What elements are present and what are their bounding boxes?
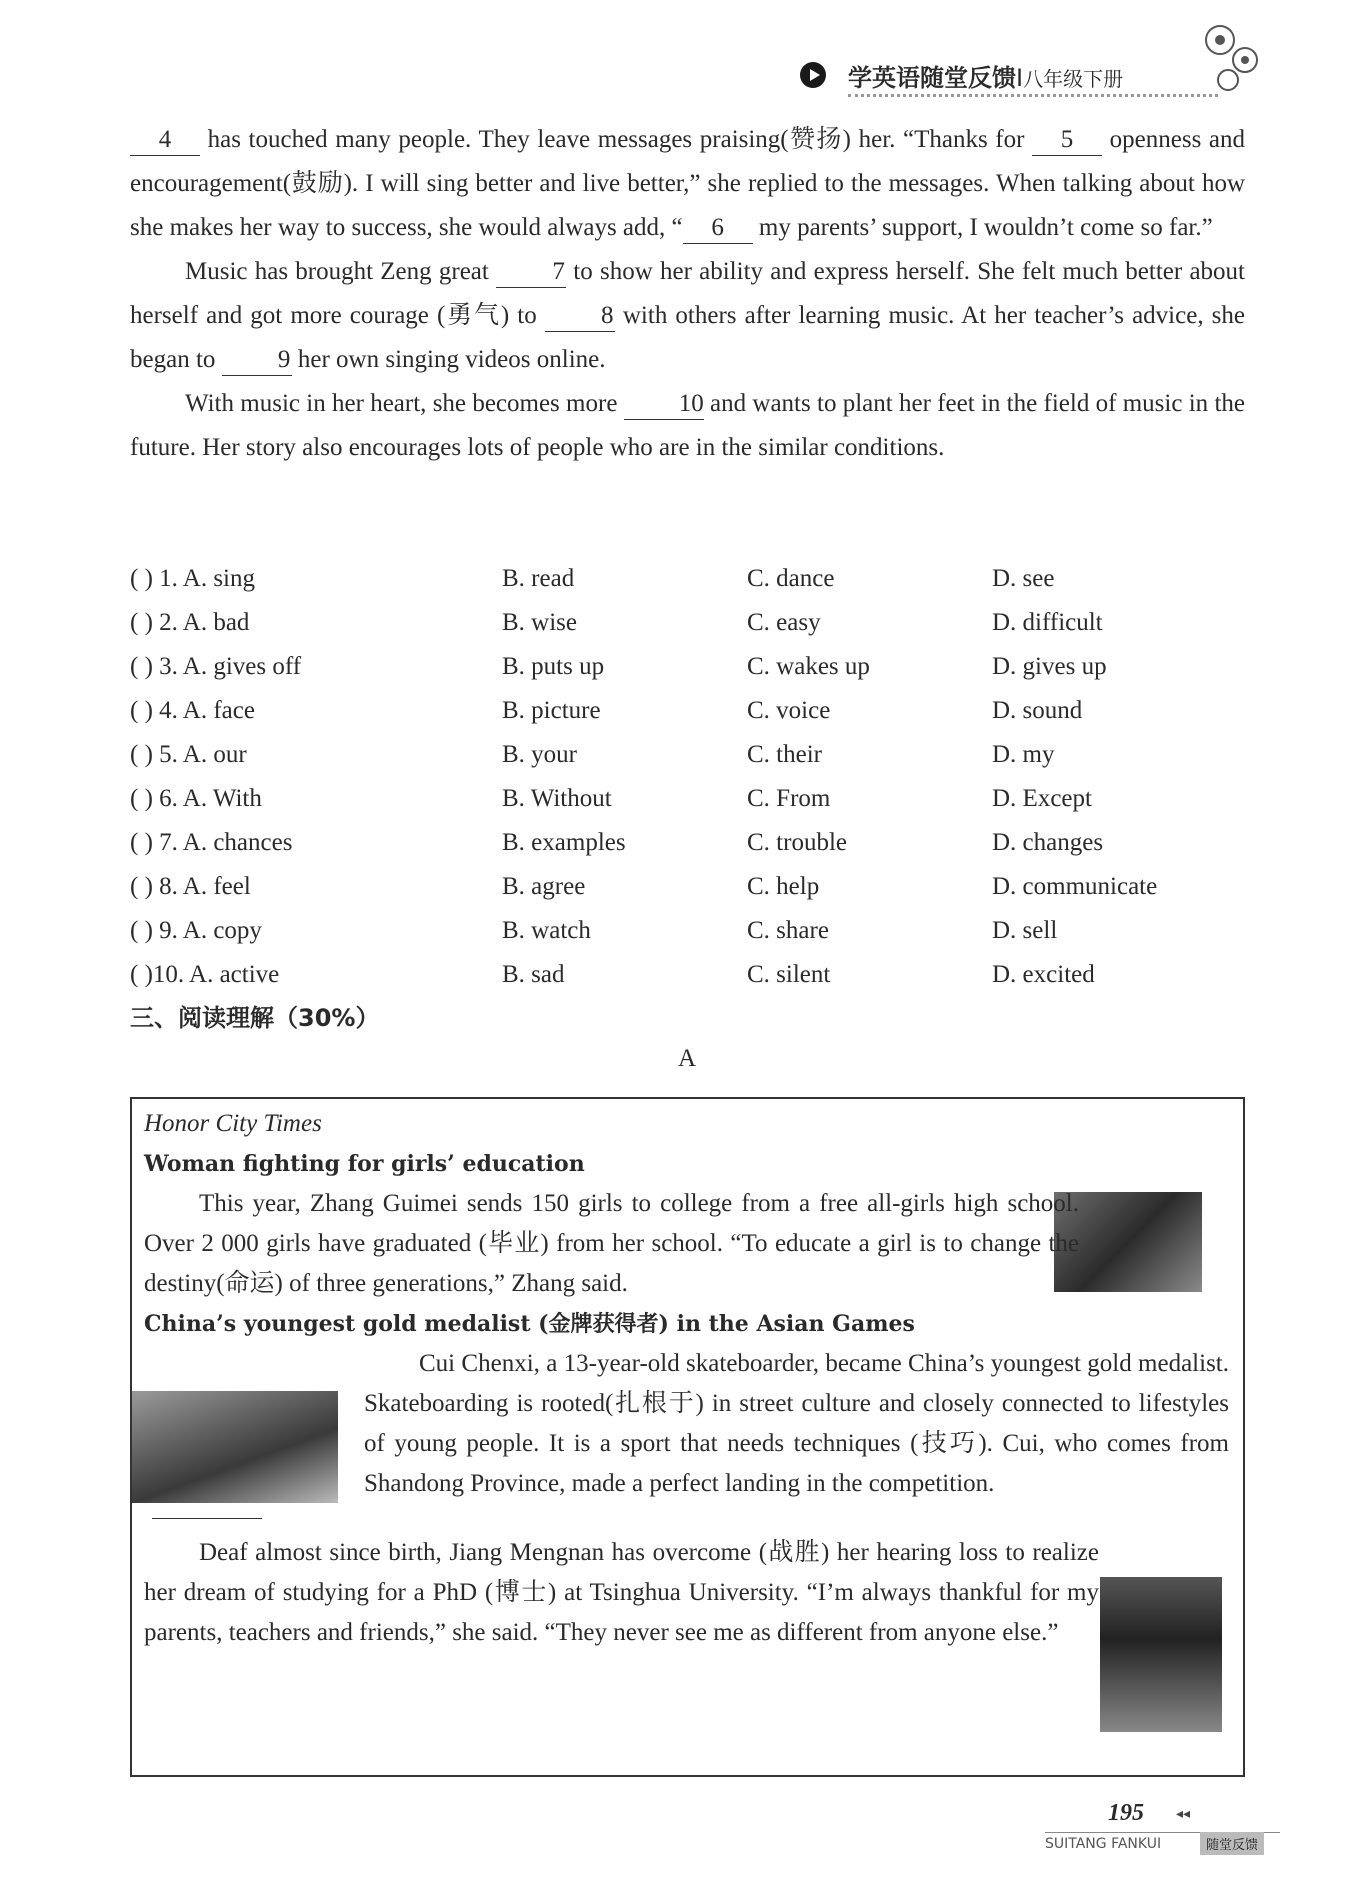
option-num: ( ) 6. A. With bbox=[130, 785, 262, 812]
option-row bbox=[130, 777, 1245, 821]
option-d: D. changes bbox=[992, 829, 1104, 856]
footer-badge: 随堂反馈 bbox=[1200, 1832, 1264, 1855]
flower-decoration-icon bbox=[1190, 15, 1270, 105]
option-num: ( ) 5. A. our bbox=[130, 741, 247, 768]
option-b: B. picture bbox=[502, 697, 601, 724]
option-row bbox=[130, 689, 1245, 733]
option-c: C. share bbox=[747, 917, 829, 944]
option-d: D. difficult bbox=[992, 609, 1103, 636]
section-title: 三、阅读理解（30%） bbox=[130, 1004, 380, 1032]
page-number: 195 bbox=[1108, 1800, 1144, 1826]
blank-5: 5 bbox=[1032, 125, 1102, 156]
story-2: Cui Chenxi, a 13-year-old skateboarder, became China’s youngest gold medalist. Skateboarding is rooted(扎根于) in street culture and closely connected to lifestyles of young people. It is a sport that needs techniques (技巧). Cui, who comes from Shandong Province, made a perfect landing in the competition. bbox=[364, 1350, 1229, 1497]
blank-4: 4 bbox=[130, 125, 200, 156]
option-c: C. silent bbox=[747, 961, 831, 988]
option-num: ( ) 8. A. feel bbox=[130, 873, 251, 900]
option-b: B. Without bbox=[502, 785, 612, 812]
option-row bbox=[130, 557, 1245, 601]
news-box bbox=[130, 1097, 1245, 1777]
passage bbox=[130, 118, 1245, 470]
footer-text: SUITANG FANKUI bbox=[1045, 1836, 1162, 1852]
header-title: 学英语随堂反馈Ⅰ八年级下册 bbox=[848, 64, 1124, 92]
header-divider bbox=[848, 94, 1218, 97]
options-list bbox=[130, 557, 1245, 997]
passage-paragraph-2: Music has brought Zeng great 7 to show her ability and express herself. She felt much better about herself and got more courage (勇气) to 8 with others after learning music. At her teacher’s advice, she began to 9 her own singing videos online. bbox=[130, 250, 1245, 382]
headline-2: China’s youngest gold medalist (金牌获得者) in the Asian Games bbox=[144, 1311, 915, 1337]
option-c: C. trouble bbox=[747, 829, 847, 856]
headline-1: Woman fighting for girls’ education bbox=[144, 1151, 585, 1177]
passage-paragraph-1: 4 has touched many people. They leave messages praising(赞扬) her. “Thanks for 5 openness and encouragement(鼓励). I will sing better and live better,” she replied to the messages. When talking about how she makes her way to success, she would always add, “ 6 my parents’ support, I wouldn’t come so far.” bbox=[130, 118, 1245, 250]
option-num: ( ) 7. A. chances bbox=[130, 829, 293, 856]
option-d: D. communicate bbox=[992, 873, 1158, 900]
option-c: C. From bbox=[747, 785, 831, 812]
passage-paragraph-3: With music in her heart, she becomes more 10 and wants to plant her feet in the field of music in the future. Her story also encourages lots of people who are in the similar conditions. bbox=[130, 390, 1245, 461]
option-num: ( )10. A. active bbox=[130, 961, 280, 988]
option-d: D. excited bbox=[992, 961, 1095, 988]
blank-6: 6 bbox=[683, 213, 753, 244]
option-num: ( ) 3. A. gives off bbox=[130, 653, 302, 680]
option-num: ( ) 4. A. face bbox=[130, 697, 255, 724]
option-d: D. my bbox=[992, 741, 1055, 768]
option-num: ( ) 2. A. bad bbox=[130, 609, 250, 636]
option-c: C. wakes up bbox=[747, 653, 870, 680]
option-d: D. Except bbox=[992, 785, 1092, 812]
play-icon bbox=[800, 62, 826, 88]
option-d: D. gives up bbox=[992, 653, 1107, 680]
blank-8: 8 bbox=[545, 301, 615, 332]
option-row bbox=[130, 645, 1245, 689]
newspaper-name: Honor City Times bbox=[144, 1110, 322, 1137]
option-d: D. sound bbox=[992, 697, 1083, 724]
option-c: C. easy bbox=[747, 609, 821, 636]
option-d: D. sell bbox=[992, 917, 1058, 944]
blank-7: 7 bbox=[496, 257, 566, 288]
arrows-icon: ◂◂ bbox=[1176, 1807, 1191, 1822]
option-num: ( ) 1. A. sing bbox=[130, 565, 255, 592]
option-c: C. help bbox=[747, 873, 820, 900]
blank-9: 9 bbox=[222, 345, 292, 376]
option-row bbox=[130, 601, 1245, 645]
headline-3-blank bbox=[152, 1518, 262, 1519]
option-b: B. wise bbox=[502, 609, 577, 636]
option-row bbox=[130, 909, 1245, 953]
option-num: ( ) 9. A. copy bbox=[130, 917, 262, 944]
page-header bbox=[800, 50, 1270, 100]
option-c: C. voice bbox=[747, 697, 831, 724]
option-b: B. watch bbox=[502, 917, 591, 944]
option-b: B. sad bbox=[502, 961, 565, 988]
option-b: B. examples bbox=[502, 829, 626, 856]
option-b: B. agree bbox=[502, 873, 586, 900]
option-row bbox=[130, 953, 1245, 997]
option-d: D. see bbox=[992, 565, 1055, 592]
story-3: Deaf almost since birth, Jiang Mengnan has overcome (战胜) her hearing loss to realize her dream of studying for a PhD (博士) at Tsinghua University. “I’m always thankful for my parents, teachers and friends,” she said. “They never see me as different from anyone else.” bbox=[144, 1539, 1099, 1646]
story-1: This year, Zhang Guimei sends 150 girls to college from a free all-girls high school. Over 2 000 girls have graduated (毕业) from her school. “To educate a girl is to change the destiny(命运) of three generations,” Zhang said. bbox=[144, 1190, 1079, 1297]
option-row bbox=[130, 733, 1245, 777]
option-b: B. puts up bbox=[502, 653, 605, 680]
option-b: B. your bbox=[502, 741, 577, 768]
option-row bbox=[130, 865, 1245, 909]
blank-10: 10 bbox=[624, 389, 704, 420]
option-c: C. their bbox=[747, 741, 822, 768]
option-row bbox=[130, 821, 1245, 865]
section-letter: A bbox=[678, 1045, 697, 1072]
option-c: C. dance bbox=[747, 565, 835, 592]
option-b: B. read bbox=[502, 565, 575, 592]
